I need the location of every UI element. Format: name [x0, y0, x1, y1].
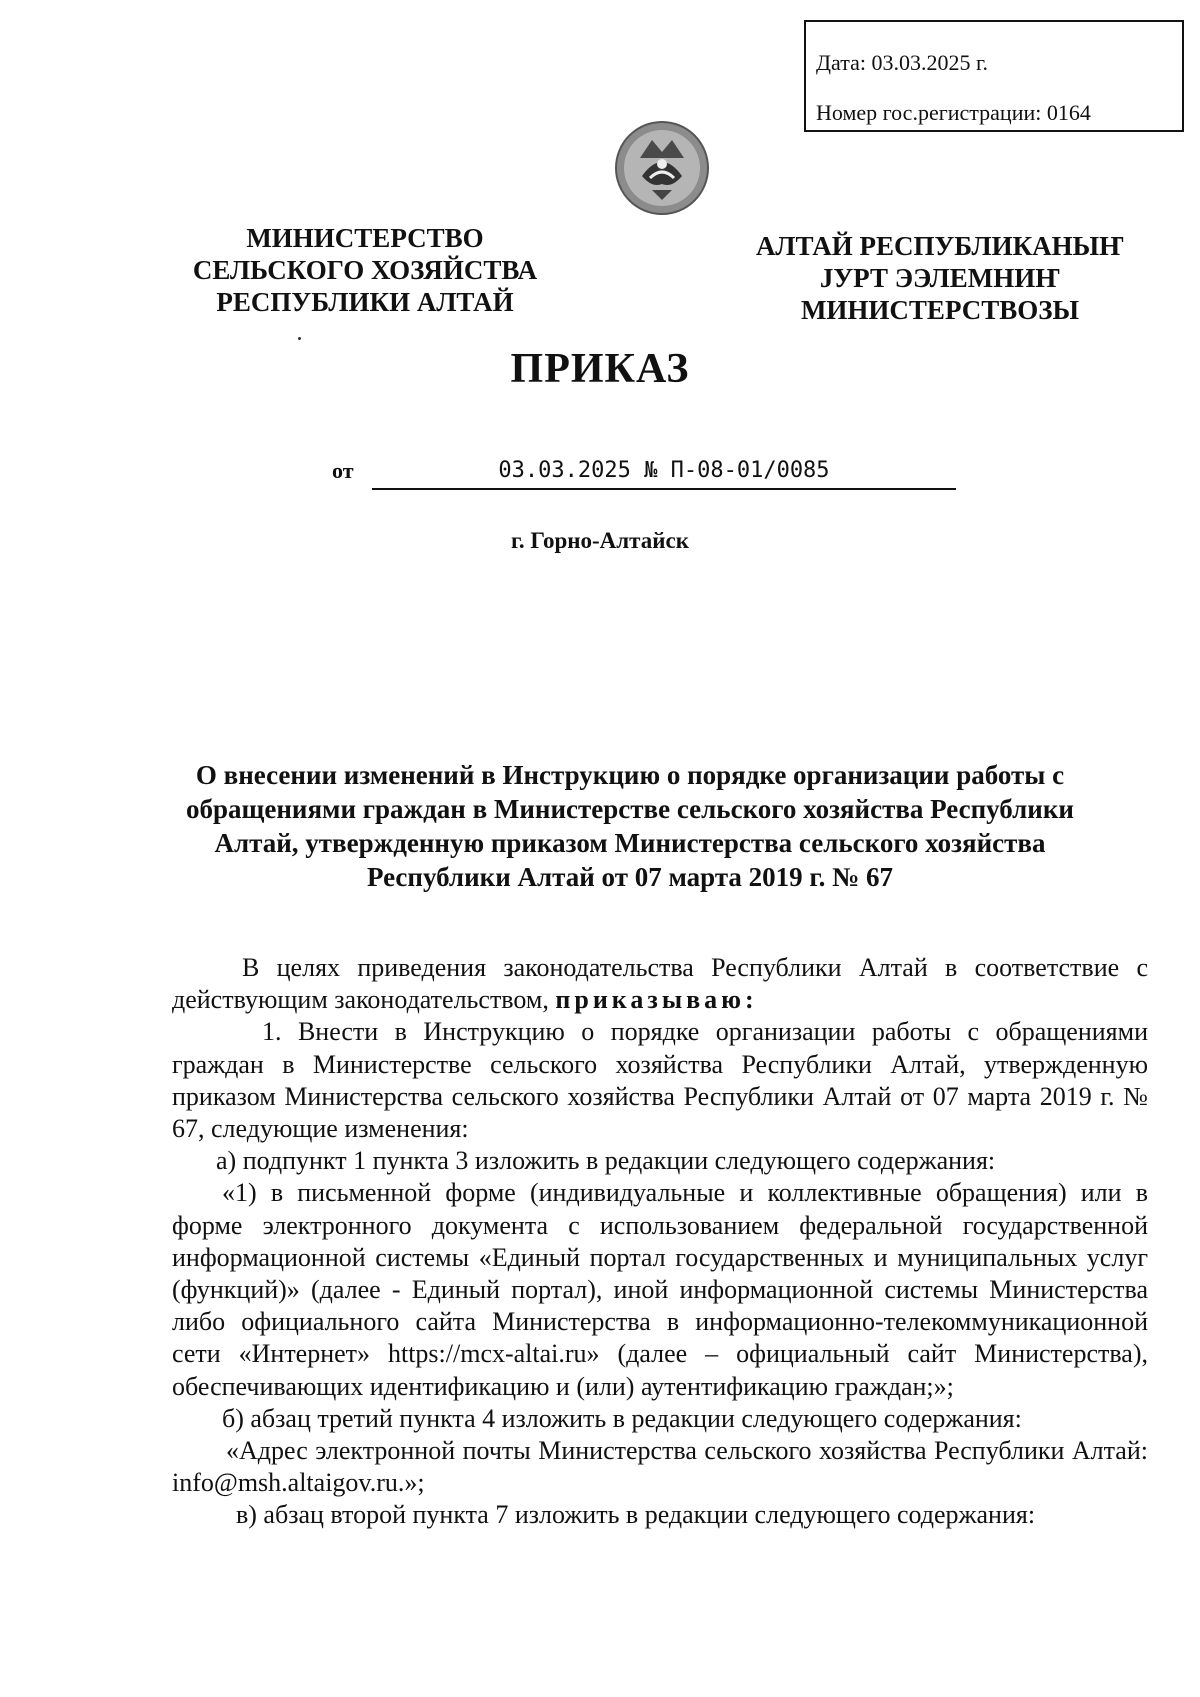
registration-number-label: Номер гос.регистрации: — [816, 100, 1042, 125]
registration-date-label: Дата: — [816, 50, 866, 75]
registration-number — [816, 88, 1172, 138]
registration-date-value: 03.03.2025 г. — [871, 50, 989, 75]
document-city: г. Горно-Алтайск — [511, 528, 689, 553]
number-underline — [372, 488, 956, 490]
ministry-name-line: МИНИСТЕРСТВОЗЫ — [800, 295, 1080, 325]
document-subject: О внесении изменений в Инструкцию о порядке организации работы с обращениями граждан в Министерстве сельского хозяйства Республики Алтай, утвержденную приказом Министерства сельского хозяйства Республики Алтай от 07 марта 2019 г. № 67 — [186, 760, 1074, 892]
paragraph-b: б) абзац третий пункта 4 изложить в редакции следующего содержания: — [222, 1403, 1022, 1433]
ministry-name-line: МИНИСТЕРСТВО — [246, 223, 484, 253]
paragraph-1: 1. Внести в Инструкцию о порядке организации работы с обращениями граждан в Министерстве сельского хозяйства Республики Алтай, утвержденную приказом Министерства сельского хозяйства Республики Алтай от 07 марта 2019 г. № 67, следующие изменения: — [172, 1017, 1148, 1144]
paragraph-a: а) подпункт 1 пункта 3 изложить в редакции следующего содержания: — [216, 1146, 996, 1176]
ministry-name-russian — [170, 222, 560, 318]
ministry-name-line: СЕЛЬСКОГО ХОЗЯЙСТВА — [192, 255, 538, 285]
from-label: от — [332, 458, 354, 483]
paragraph-a-text: «1) в письменной форме (индивидуальные и коллективные обращения) или в форме электронного документа с использованием федеральной государственной информационной системы «Единый портал государственных и муниципальных услуг (функций)» (далее - Единый портал), иной информационной системы Министерства либо официального сайта Министерства в информационно-телекоммуникационной сети «Интернет» https://mcx-altai.ru» (далее – официальный сайт Министерства), обеспечивающих идентификацию и (или) аутентификацию граждан;»; — [172, 1178, 1148, 1401]
document-number: 03.03.2025 № П-08-01/0085 — [498, 458, 830, 483]
intro-paragraph — [172, 952, 1148, 1016]
coat-of-arms-emblem — [612, 118, 712, 218]
ministry-name-line: ЈУРТ ЭЭЛЕМНИҤ — [819, 263, 1061, 293]
ministry-name-altai — [740, 230, 1140, 326]
scan-speck — [298, 337, 301, 340]
registration-stamp — [804, 20, 1184, 132]
paragraph-b-text: «Адрес электронной почты Министерства сельского хозяйства Республики Алтай: info@msh.altaigov.ru.»; — [172, 1436, 1148, 1498]
ministry-name-line: АЛТАЙ РЕСПУБЛИКАНЫҤ — [755, 231, 1125, 261]
intro-emphasis: приказываю: — [555, 985, 758, 1015]
ministry-name-line: РЕСПУБЛИКИ АЛТАЙ — [216, 287, 514, 317]
intro-text: В целях приведения законодательства Республики Алтай в соответствие с действующим законодательством, — [172, 953, 1148, 1015]
paragraph-c: в) абзац второй пункта 7 изложить в редакции следующего содержания: — [236, 1500, 1036, 1530]
registration-number-value: 0164 — [1046, 100, 1091, 125]
document-title: ПРИКАЗ — [510, 346, 690, 392]
document-body — [172, 952, 1148, 1532]
registration-date — [816, 38, 1172, 88]
